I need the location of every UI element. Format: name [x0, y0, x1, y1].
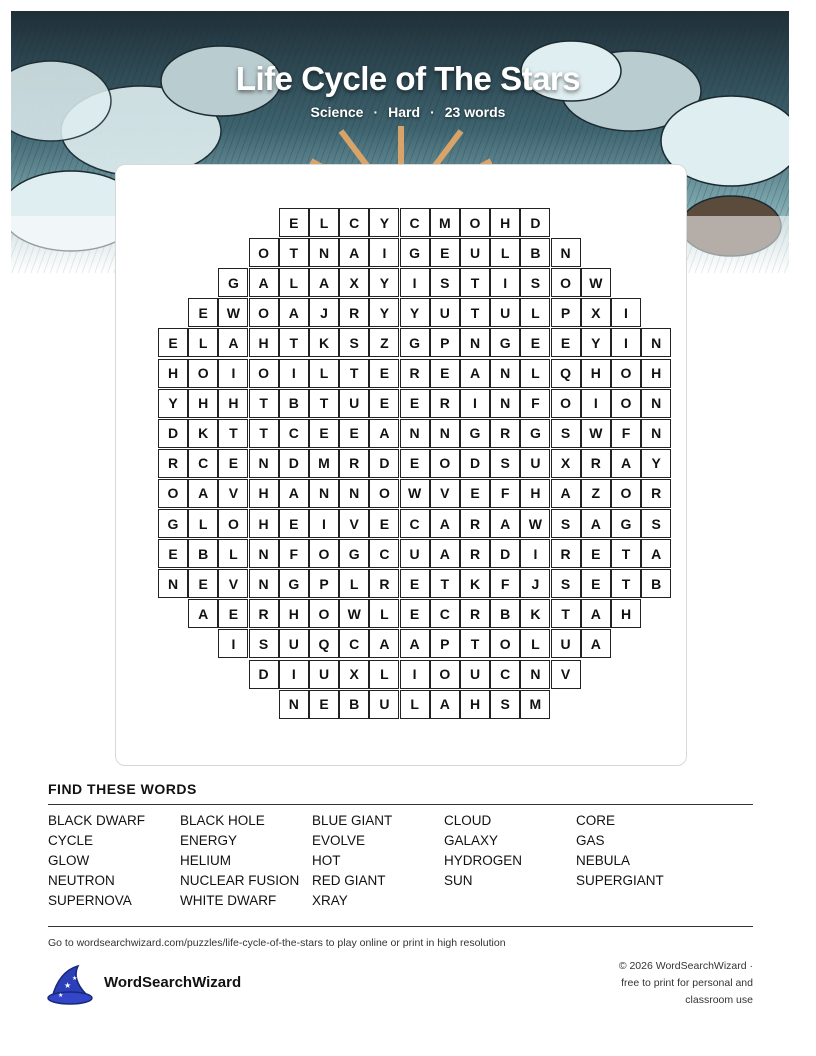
grid-cell[interactable]: S [490, 690, 520, 719]
grid-cell[interactable]: O [611, 479, 641, 508]
grid-cell[interactable]: O [551, 389, 581, 418]
puzzle-meta [0, 104, 816, 120]
grid-cell[interactable]: H [279, 599, 309, 628]
grid-cell[interactable]: O [551, 268, 581, 297]
grid-cell[interactable]: U [369, 690, 399, 719]
grid-cell[interactable]: Z [369, 328, 399, 357]
grid-cell[interactable]: O [309, 539, 339, 568]
svg-text:★: ★ [72, 975, 78, 982]
grid-cell[interactable]: N [309, 238, 339, 267]
grid-cell[interactable]: G [490, 328, 520, 357]
grid-cell[interactable]: S [249, 629, 279, 658]
grid-cell[interactable]: C [339, 629, 369, 658]
grid-cell[interactable]: O [460, 208, 490, 237]
grid-cell[interactable]: S [430, 268, 460, 297]
grid-cell[interactable]: R [249, 599, 279, 628]
grid-cell[interactable]: I [460, 389, 490, 418]
grid-cell[interactable]: L [218, 539, 248, 568]
grid-cell[interactable]: I [400, 660, 430, 689]
grid-cell[interactable]: V [218, 569, 248, 598]
grid-cell[interactable]: H [641, 359, 671, 388]
grid-cell[interactable]: A [400, 629, 430, 658]
grid-cell[interactable]: E [279, 208, 309, 237]
word-list-item: GAS [576, 833, 605, 848]
grid-cell[interactable]: U [520, 449, 550, 478]
grid-cell[interactable]: T [460, 629, 490, 658]
grid-cell[interactable]: L [369, 599, 399, 628]
grid-cell[interactable]: E [400, 599, 430, 628]
svg-text:★: ★ [58, 992, 64, 999]
grid-cell[interactable]: Y [369, 208, 399, 237]
grid-cell[interactable]: A [490, 509, 520, 538]
grid-cell[interactable]: A [611, 449, 641, 478]
grid-cell[interactable]: T [279, 328, 309, 357]
grid-cell[interactable]: R [158, 449, 188, 478]
grid-cell[interactable]: K [460, 569, 490, 598]
grid-cell[interactable]: U [430, 298, 460, 327]
grid-cell[interactable]: U [551, 629, 581, 658]
grid-cell[interactable]: I [581, 389, 611, 418]
grid-cell[interactable]: R [460, 539, 490, 568]
grid-cell[interactable]: I [279, 359, 309, 388]
grid-cell[interactable]: R [581, 449, 611, 478]
grid-cell[interactable]: V [551, 660, 581, 689]
grid-cell[interactable]: O [490, 629, 520, 658]
word-list-item: GALAXY [444, 833, 499, 848]
grid-cell[interactable]: E [400, 389, 430, 418]
grid-cell[interactable]: V [430, 479, 460, 508]
grid-cell[interactable]: L [490, 238, 520, 267]
grid-cell[interactable]: E [218, 599, 248, 628]
grid-cell[interactable]: U [460, 238, 490, 267]
grid-cell[interactable]: B [641, 569, 671, 598]
grid-cell[interactable]: N [641, 389, 671, 418]
play-online-link[interactable]: Go to wordsearchwizard.com/puzzles/life-cycle-of-the-stars to play online or print in high resolution [48, 937, 506, 949]
letter-grid[interactable] [158, 208, 672, 720]
grid-cell[interactable]: S [551, 419, 581, 448]
grid-cell[interactable]: G [158, 509, 188, 538]
grid-cell[interactable]: O [430, 449, 460, 478]
word-list-item: SUPERGIANT [576, 873, 664, 888]
word-list-item: WHITE DWARF [180, 893, 277, 908]
grid-cell[interactable]: E [309, 419, 339, 448]
word-list-item: CLOUD [444, 813, 492, 828]
word-list-item: NEBULA [576, 853, 631, 868]
grid-cell[interactable]: F [490, 479, 520, 508]
grid-cell[interactable]: L [339, 569, 369, 598]
grid-cell[interactable]: T [249, 419, 279, 448]
grid-cell[interactable]: R [460, 509, 490, 538]
grid-cell[interactable]: G [460, 419, 490, 448]
grid-cell[interactable]: T [611, 569, 641, 598]
grid-cell[interactable]: O [430, 660, 460, 689]
grid-cell[interactable]: X [581, 298, 611, 327]
grid-cell[interactable]: Z [581, 479, 611, 508]
grid-cell[interactable]: U [309, 660, 339, 689]
grid-cell[interactable]: L [520, 359, 550, 388]
grid-cell[interactable]: F [490, 569, 520, 598]
grid-cell[interactable]: Q [309, 629, 339, 658]
grid-cell[interactable]: S [641, 509, 671, 538]
grid-cell[interactable]: D [279, 449, 309, 478]
word-list-item: BLACK HOLE [180, 813, 265, 828]
word-list-item: BLUE GIANT [312, 813, 393, 828]
grid-cell[interactable]: O [249, 238, 279, 267]
word-list-item: GLOW [48, 853, 90, 868]
grid-cell[interactable]: K [188, 419, 218, 448]
grid-cell[interactable]: C [400, 509, 430, 538]
word-list-item: RED GIANT [312, 873, 386, 888]
grid-cell[interactable]: L [400, 690, 430, 719]
grid-cell[interactable]: O [158, 479, 188, 508]
grid-cell[interactable]: D [158, 419, 188, 448]
grid-cell[interactable]: H [520, 479, 550, 508]
grid-cell[interactable]: O [309, 599, 339, 628]
grid-cell[interactable]: E [188, 298, 218, 327]
grid-cell[interactable]: S [551, 569, 581, 598]
grid-cell[interactable]: H [581, 359, 611, 388]
grid-cell[interactable]: B [339, 690, 369, 719]
grid-cell[interactable]: T [430, 569, 460, 598]
grid-cell[interactable]: N [490, 389, 520, 418]
grid-cell[interactable]: C [430, 599, 460, 628]
grid-cell[interactable]: N [249, 539, 279, 568]
grid-cell[interactable]: T [551, 599, 581, 628]
grid-cell[interactable]: E [339, 419, 369, 448]
grid-cell[interactable]: U [339, 389, 369, 418]
grid-cell[interactable]: T [611, 539, 641, 568]
grid-cell[interactable]: E [400, 449, 430, 478]
grid-cell[interactable]: T [279, 238, 309, 267]
grid-cell[interactable]: L [309, 359, 339, 388]
grid-cell[interactable]: W [218, 298, 248, 327]
grid-cell[interactable]: L [188, 328, 218, 357]
grid-cell[interactable]: N [641, 328, 671, 357]
grid-cell[interactable]: U [279, 629, 309, 658]
word-list-item: HYDROGEN [444, 853, 523, 868]
divider [48, 804, 753, 805]
grid-cell[interactable]: N [249, 449, 279, 478]
meta-separator: · [373, 104, 379, 120]
grid-cell[interactable]: E [430, 359, 460, 388]
grid-cell[interactable]: V [339, 509, 369, 538]
grid-cell[interactable]: N [430, 419, 460, 448]
grid-cell[interactable]: M [309, 449, 339, 478]
grid-cell[interactable]: E [400, 569, 430, 598]
grid-cell[interactable]: H [249, 479, 279, 508]
grid-cell[interactable]: F [611, 419, 641, 448]
grid-cell[interactable]: N [460, 328, 490, 357]
grid-cell[interactable]: E [581, 539, 611, 568]
grid-cell[interactable]: C [490, 660, 520, 689]
grid-cell[interactable]: L [520, 298, 550, 327]
grid-cell[interactable]: I [218, 359, 248, 388]
grid-cell[interactable]: A [369, 419, 399, 448]
grid-cell[interactable]: I [400, 268, 430, 297]
grid-cell[interactable]: X [339, 660, 369, 689]
grid-cell[interactable]: N [641, 419, 671, 448]
grid-cell[interactable]: N [249, 569, 279, 598]
grid-cell[interactable]: O [188, 359, 218, 388]
grid-cell[interactable]: G [520, 419, 550, 448]
grid-cell[interactable]: E [369, 509, 399, 538]
grid-cell[interactable]: E [369, 389, 399, 418]
grid-cell[interactable]: R [339, 298, 369, 327]
grid-cell[interactable]: G [279, 569, 309, 598]
grid-cell[interactable]: A [279, 298, 309, 327]
grid-cell[interactable]: Y [369, 298, 399, 327]
grid-cell[interactable]: A [369, 629, 399, 658]
grid-cell[interactable]: E [279, 509, 309, 538]
grid-cell[interactable]: N [520, 660, 550, 689]
grid-cell[interactable]: S [551, 509, 581, 538]
grid-cell[interactable]: C [369, 539, 399, 568]
grid-cell[interactable]: A [430, 509, 460, 538]
word-list-item: HOT [312, 853, 341, 868]
grid-cell[interactable]: L [369, 660, 399, 689]
grid-cell[interactable]: O [249, 359, 279, 388]
grid-cell[interactable]: M [520, 690, 550, 719]
grid-cell[interactable]: E [218, 449, 248, 478]
grid-cell[interactable]: P [430, 629, 460, 658]
word-list-item: BLACK DWARF [48, 813, 146, 828]
grid-cell[interactable]: N [158, 569, 188, 598]
copyright-line: classroom use [685, 994, 753, 1006]
grid-cell[interactable]: T [339, 359, 369, 388]
grid-cell[interactable]: S [490, 449, 520, 478]
grid-cell[interactable]: A [581, 509, 611, 538]
grid-cell[interactable]: D [490, 539, 520, 568]
grid-cell[interactable]: I [611, 298, 641, 327]
grid-cell[interactable]: X [339, 268, 369, 297]
grid-cell[interactable]: C [339, 208, 369, 237]
grid-cell[interactable]: W [400, 479, 430, 508]
grid-cell[interactable]: P [309, 569, 339, 598]
word-count-label: 23 words [444, 104, 506, 120]
grid-cell[interactable]: W [581, 268, 611, 297]
grid-cell[interactable]: G [611, 509, 641, 538]
grid-cell[interactable]: E [158, 328, 188, 357]
copyright-line: free to print for personal and [621, 977, 753, 989]
grid-cell[interactable]: U [400, 539, 430, 568]
grid-cell[interactable]: A [430, 690, 460, 719]
grid-cell[interactable]: N [490, 359, 520, 388]
grid-cell[interactable]: H [218, 389, 248, 418]
grid-cell[interactable]: N [339, 479, 369, 508]
grid-cell[interactable]: B [490, 599, 520, 628]
grid-cell[interactable]: E [551, 328, 581, 357]
word-list-item: CYCLE [48, 833, 94, 848]
grid-cell[interactable]: H [188, 389, 218, 418]
grid-cell[interactable]: E [369, 359, 399, 388]
grid-cell[interactable]: R [641, 479, 671, 508]
grid-cell[interactable]: L [520, 629, 550, 658]
grid-cell[interactable]: D [520, 208, 550, 237]
word-list-item: SUPERNOVA [48, 893, 132, 908]
grid-cell[interactable]: J [520, 569, 550, 598]
grid-cell[interactable]: N [309, 479, 339, 508]
grid-cell[interactable]: V [218, 479, 248, 508]
grid-cell[interactable]: R [460, 599, 490, 628]
grid-cell[interactable]: I [611, 328, 641, 357]
grid-cell[interactable]: A [460, 359, 490, 388]
grid-cell[interactable]: N [551, 238, 581, 267]
grid-cell[interactable]: N [279, 690, 309, 719]
grid-cell[interactable]: G [339, 539, 369, 568]
grid-cell[interactable]: G [218, 268, 248, 297]
grid-cell[interactable]: A [641, 539, 671, 568]
word-list-item: CORE [576, 813, 616, 828]
copyright-notice [553, 958, 753, 1009]
category-label: Science [310, 104, 364, 120]
word-list-item: ENERGY [180, 833, 238, 848]
grid-cell[interactable]: W [520, 509, 550, 538]
grid-cell[interactable]: Y [581, 328, 611, 357]
grid-cell[interactable]: D [460, 449, 490, 478]
word-list-item: HELIUM [180, 853, 232, 868]
grid-cell[interactable]: P [551, 298, 581, 327]
word-list-item: NUCLEAR FUSION [180, 873, 300, 888]
grid-cell[interactable]: R [551, 539, 581, 568]
grid-cell[interactable]: O [611, 359, 641, 388]
grid-cell[interactable]: A [339, 238, 369, 267]
grid-cell[interactable]: O [249, 298, 279, 327]
grid-cell[interactable]: E [430, 238, 460, 267]
grid-cell[interactable]: L [309, 208, 339, 237]
grid-cell[interactable]: T [249, 389, 279, 418]
grid-cell[interactable]: E [309, 690, 339, 719]
grid-cell[interactable]: I [490, 268, 520, 297]
grid-cell[interactable]: H [490, 208, 520, 237]
grid-cell[interactable]: A [279, 479, 309, 508]
grid-cell[interactable]: B [520, 238, 550, 267]
grid-cell[interactable]: T [460, 298, 490, 327]
grid-cell[interactable]: S [339, 328, 369, 357]
page-title: Life Cycle of The Stars [235, 60, 581, 97]
grid-cell[interactable]: I [520, 539, 550, 568]
word-list-item: SUN [444, 873, 473, 888]
grid-cell[interactable]: L [279, 268, 309, 297]
grid-cell[interactable]: M [430, 208, 460, 237]
grid-cell[interactable]: T [218, 419, 248, 448]
grid-cell[interactable]: A [188, 479, 218, 508]
grid-cell[interactable]: A [581, 629, 611, 658]
grid-cell[interactable]: P [430, 328, 460, 357]
grid-cell[interactable]: I [218, 629, 248, 658]
grid-cell[interactable]: F [520, 389, 550, 418]
grid-cell[interactable]: J [309, 298, 339, 327]
grid-cell[interactable]: E [581, 569, 611, 598]
grid-cell[interactable]: R [369, 569, 399, 598]
grid-cell[interactable]: R [430, 389, 460, 418]
grid-cell[interactable]: I [369, 238, 399, 267]
grid-cell[interactable]: T [460, 268, 490, 297]
difficulty-label: Hard [388, 104, 421, 120]
word-list-item: XRAY [312, 893, 348, 908]
grid-cell[interactable]: F [279, 539, 309, 568]
grid-cell[interactable]: A [430, 539, 460, 568]
grid-cell[interactable]: U [460, 660, 490, 689]
word-list-item: EVOLVE [312, 833, 366, 848]
grid-cell[interactable]: R [490, 419, 520, 448]
grid-cell[interactable]: E [520, 328, 550, 357]
grid-cell[interactable]: H [158, 359, 188, 388]
copyright-line: © 2026 WordSearchWizard · [618, 960, 753, 972]
grid-cell[interactable]: C [279, 419, 309, 448]
grid-cell[interactable]: H [249, 509, 279, 538]
grid-cell[interactable]: O [611, 389, 641, 418]
grid-cell[interactable]: W [339, 599, 369, 628]
grid-cell[interactable]: A [218, 328, 248, 357]
grid-cell[interactable]: D [249, 660, 279, 689]
grid-cell[interactable]: A [249, 268, 279, 297]
grid-cell[interactable]: K [520, 599, 550, 628]
grid-cell[interactable]: T [309, 389, 339, 418]
grid-cell[interactable]: A [551, 479, 581, 508]
grid-cell[interactable]: U [490, 298, 520, 327]
grid-cell[interactable]: R [339, 449, 369, 478]
svg-text:★: ★ [64, 981, 72, 990]
grid-cell[interactable]: G [400, 328, 430, 357]
grid-cell[interactable]: R [400, 359, 430, 388]
grid-cell[interactable]: E [158, 539, 188, 568]
grid-cell[interactable]: C [400, 208, 430, 237]
grid-cell[interactable]: B [279, 389, 309, 418]
divider [48, 926, 753, 927]
grid-cell[interactable]: H [460, 690, 490, 719]
grid-cell[interactable]: Y [641, 449, 671, 478]
grid-cell[interactable]: C [188, 449, 218, 478]
grid-cell[interactable]: W [581, 419, 611, 448]
grid-cell[interactable]: S [520, 268, 550, 297]
grid-cell[interactable]: Y [400, 298, 430, 327]
grid-cell[interactable]: X [551, 449, 581, 478]
word-list-item: NEUTRON [48, 873, 115, 888]
word-list-heading: FIND THESE WORDS [48, 781, 197, 797]
grid-cell[interactable]: Y [369, 268, 399, 297]
grid-cell[interactable]: E [460, 479, 490, 508]
grid-cell[interactable]: A [581, 599, 611, 628]
meta-separator: · [430, 104, 435, 120]
grid-cell[interactable]: I [279, 660, 309, 689]
grid-cell[interactable]: G [400, 238, 430, 267]
grid-cell[interactable]: O [369, 479, 399, 508]
brand-name: WordSearchWizard [104, 974, 242, 991]
grid-cell[interactable]: H [249, 328, 279, 357]
grid-cell[interactable]: O [218, 509, 248, 538]
grid-cell[interactable]: B [188, 539, 218, 568]
grid-cell[interactable]: A [309, 268, 339, 297]
grid-cell[interactable]: L [188, 509, 218, 538]
grid-cell[interactable]: N [400, 419, 430, 448]
grid-cell[interactable]: E [188, 569, 218, 598]
grid-cell[interactable]: Q [551, 359, 581, 388]
grid-cell[interactable]: I [309, 509, 339, 538]
grid-cell[interactable]: H [611, 599, 641, 628]
grid-cell[interactable]: K [309, 328, 339, 357]
grid-cell[interactable]: Y [158, 389, 188, 418]
grid-cell[interactable]: D [369, 449, 399, 478]
wizard-hat-icon [46, 964, 94, 1006]
grid-cell[interactable]: A [188, 599, 218, 628]
